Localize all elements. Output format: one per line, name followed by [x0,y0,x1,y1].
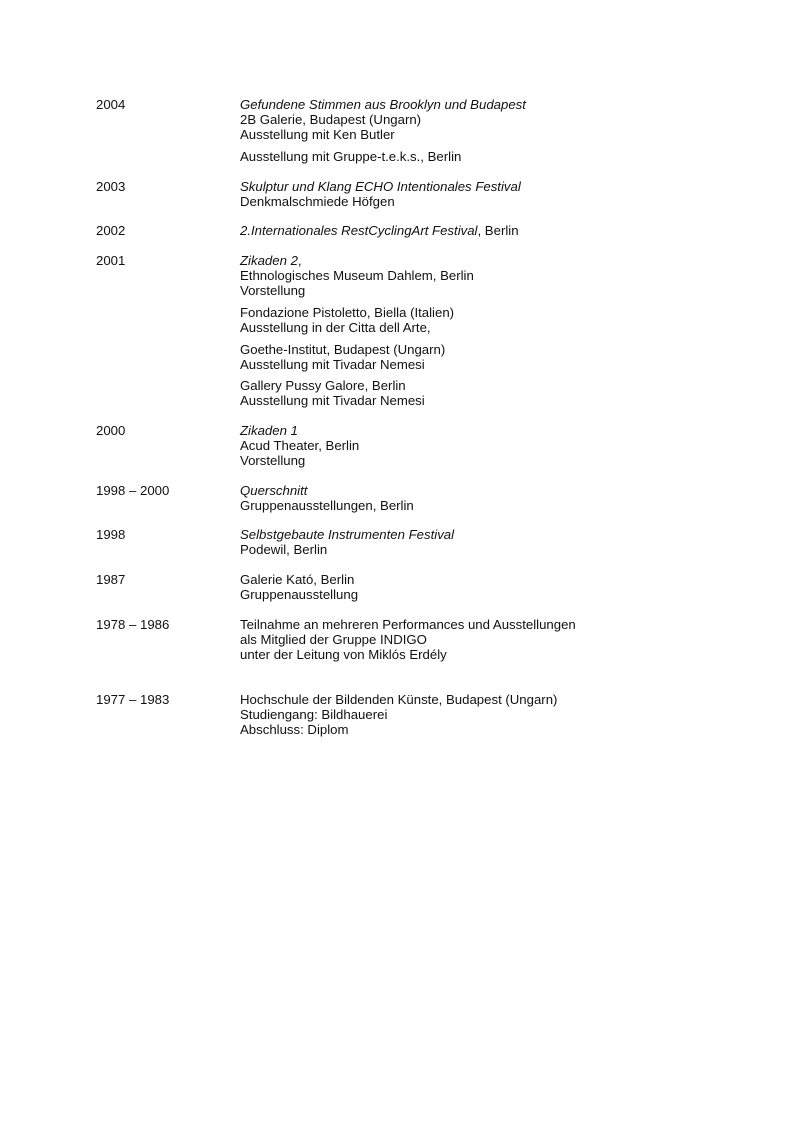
entry-details [240,149,461,164]
entry-year: 2001 [96,253,126,268]
entry-year: 1978 – 1986 [96,617,170,632]
entry-line: Studiengang: Bildhauerei [240,707,388,722]
entry-details [240,423,359,468]
entry-line: Hochschule der Bildenden Künste, Budapest (Ungarn) [240,692,558,707]
entry-year: 1998 [96,527,126,542]
entry-line: Acud Theater, Berlin [240,438,360,453]
entry-title-suffix: , Berlin [477,223,519,238]
entry-line: Fondazione Pistoletto, Biella (Italien) [240,305,455,320]
entry-details [240,305,454,335]
entry-details [240,223,519,238]
entry-line: Podewil, Berlin [240,542,328,557]
entry-details [240,527,454,557]
entry-details [240,97,526,142]
entry-title: Selbstgebaute Instrumenten Festival [240,527,455,542]
entry-title-line [240,253,474,268]
entry-details [240,179,521,209]
entry-line: Gruppenausstellung [240,587,359,602]
entry-details [240,617,576,662]
entry-title: Querschnitt [240,483,308,498]
entry-year: 2004 [96,97,126,112]
entry-year: 2003 [96,179,126,194]
entry-title-suffix: , [297,253,302,268]
entry-line: Denkmalschmiede Höfgen [240,194,395,209]
entry-year: 1977 – 1983 [96,692,170,707]
entry-title-line [240,223,519,238]
entry-line: unter der Leitung von Miklós Erdély [240,647,447,662]
entry-title: Gefundene Stimmen aus Brooklyn und Budapest [240,97,526,112]
entry-title: Skulptur und Klang ECHO Intentionales Festival [240,179,521,194]
entry-line: Goethe-Institut, Budapest (Ungarn) [240,342,446,357]
entry-year: 1987 [96,572,126,587]
entry-line: Ausstellung in der Citta dell Arte, [240,320,431,335]
entry-line: Ausstellung mit Tivadar Nemesi [240,393,425,408]
entry-line: Gruppenausstellungen, Berlin [240,498,414,513]
entry-line: als Mitglied der Gruppe INDIGO [240,632,427,647]
entry-line: 2B Galerie, Budapest (Ungarn) [240,112,422,127]
entry-line: Teilnahme an mehreren Performances und Ausstellungen [240,617,576,632]
entry-title: Zikaden 1 [240,423,298,438]
entry-details [240,253,474,298]
entry-line: Ausstellung mit Ken Butler [240,127,395,142]
entry-details [240,692,557,737]
entry-line: Vorstellung [240,283,306,298]
entry-year: 1998 – 2000 [96,483,170,498]
entry-details [240,342,445,372]
entry-line: Ausstellung mit Tivadar Nemesi [240,357,425,372]
entry-line: Ausstellung mit Gruppe-t.e.k.s., Berlin [240,149,462,164]
entry-details [240,483,414,513]
entry-year: 2000 [96,423,126,438]
entry-year: 2002 [96,223,126,238]
entry-line: Galerie Kató, Berlin [240,572,355,587]
entry-title: 2.Internationales RestCyclingArt Festival [240,223,478,238]
entry-line: Vorstellung [240,453,306,468]
entry-title: Zikaden 2 [240,253,298,268]
entry-line: Ethnologisches Museum Dahlem, Berlin [240,268,474,283]
entry-line: Gallery Pussy Galore, Berlin [240,378,406,393]
entry-details [240,572,358,602]
entry-line: Abschluss: Diplom [240,722,349,737]
entry-details [240,378,425,408]
